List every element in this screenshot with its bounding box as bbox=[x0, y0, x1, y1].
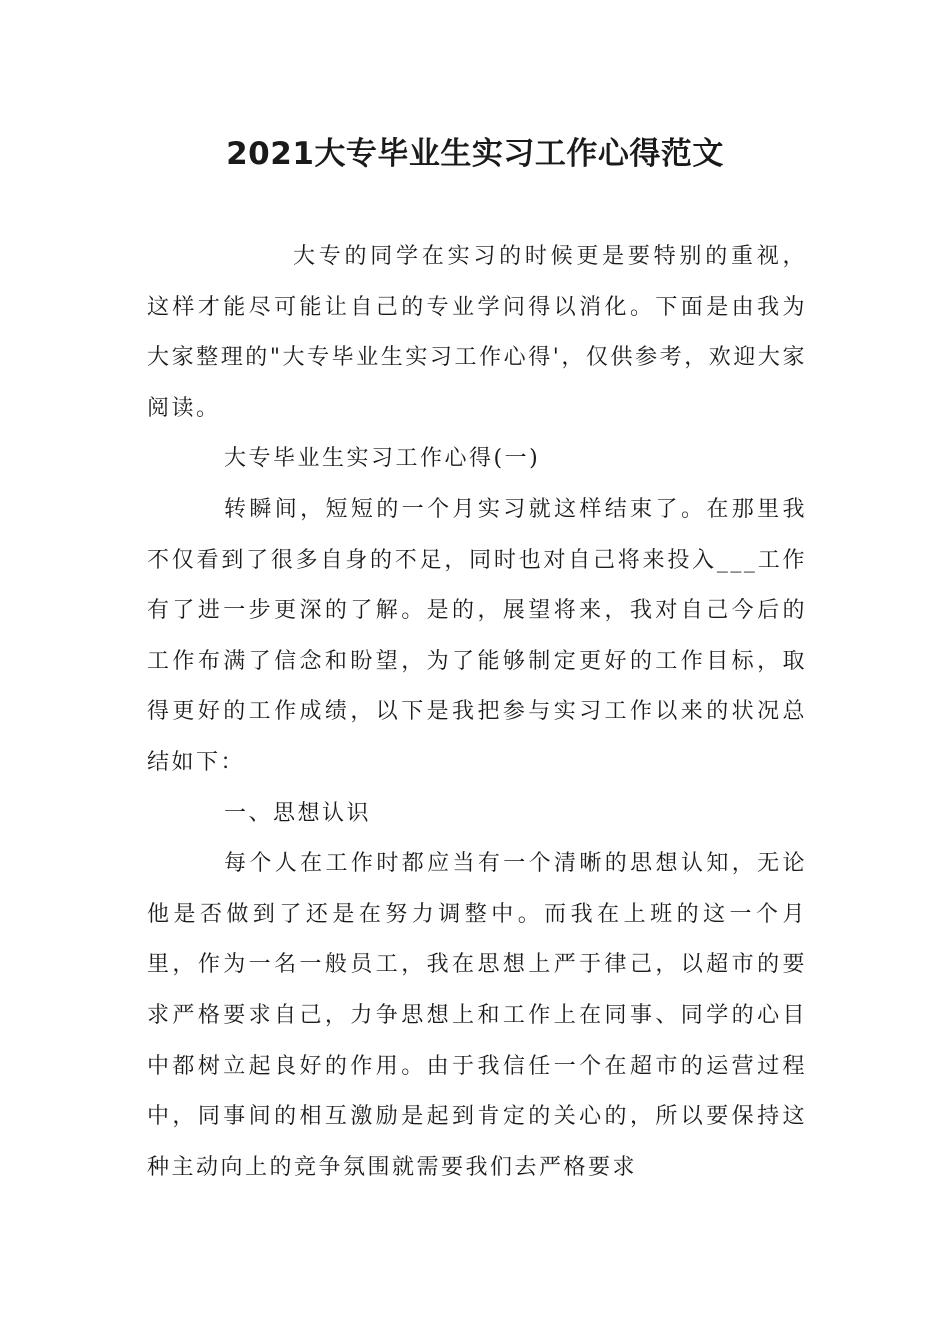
intro-paragraph: 大专的同学在实习的时候更是要特别的重视，这样才能尽可能让自己的专业学问得以消化。下面是由我为大家整理的"大专毕业生实习工作心得'，仅供参考，欢迎大家阅读。 bbox=[147, 244, 807, 421]
document-title: 2021大专毕业生实习工作心得范文 bbox=[226, 136, 724, 172]
subsection-heading: 一、思想认识 bbox=[224, 800, 372, 826]
section-heading: 大专毕业生实习工作心得(一) bbox=[224, 446, 541, 472]
body-paragraph: 转瞬间，短短的一个月实习就这样结束了。在那里我不仅看到了很多自身的不足，同时也对自己将来投入___工作有了进一步更深的了解。是的，展望将来，我对自己今后的工作布满了信念和盼望，为了能够制定更好的工作目标，取得更好的工作成绩，以下是我把参与实习工作以来的状况总结如下： bbox=[147, 496, 807, 775]
body-paragraph: 每个人在工作时都应当有一个清晰的思想认知，无论他是否做到了还是在努力调整中。而我在上班的这一个月里，作为一名一般员工，我在思想上严于律己，以超市的要求严格要求自己，力争思想上和工作上在同事、同学的心目中都树立起良好的作用。由于我信任一个在超市的运营过程中，同事间的相互激励是起到肯定的关心的，所以要保持这种主动向上的竞争氛围就需要我们去严格要求 bbox=[147, 851, 807, 1180]
document-body bbox=[147, 232, 807, 1193]
